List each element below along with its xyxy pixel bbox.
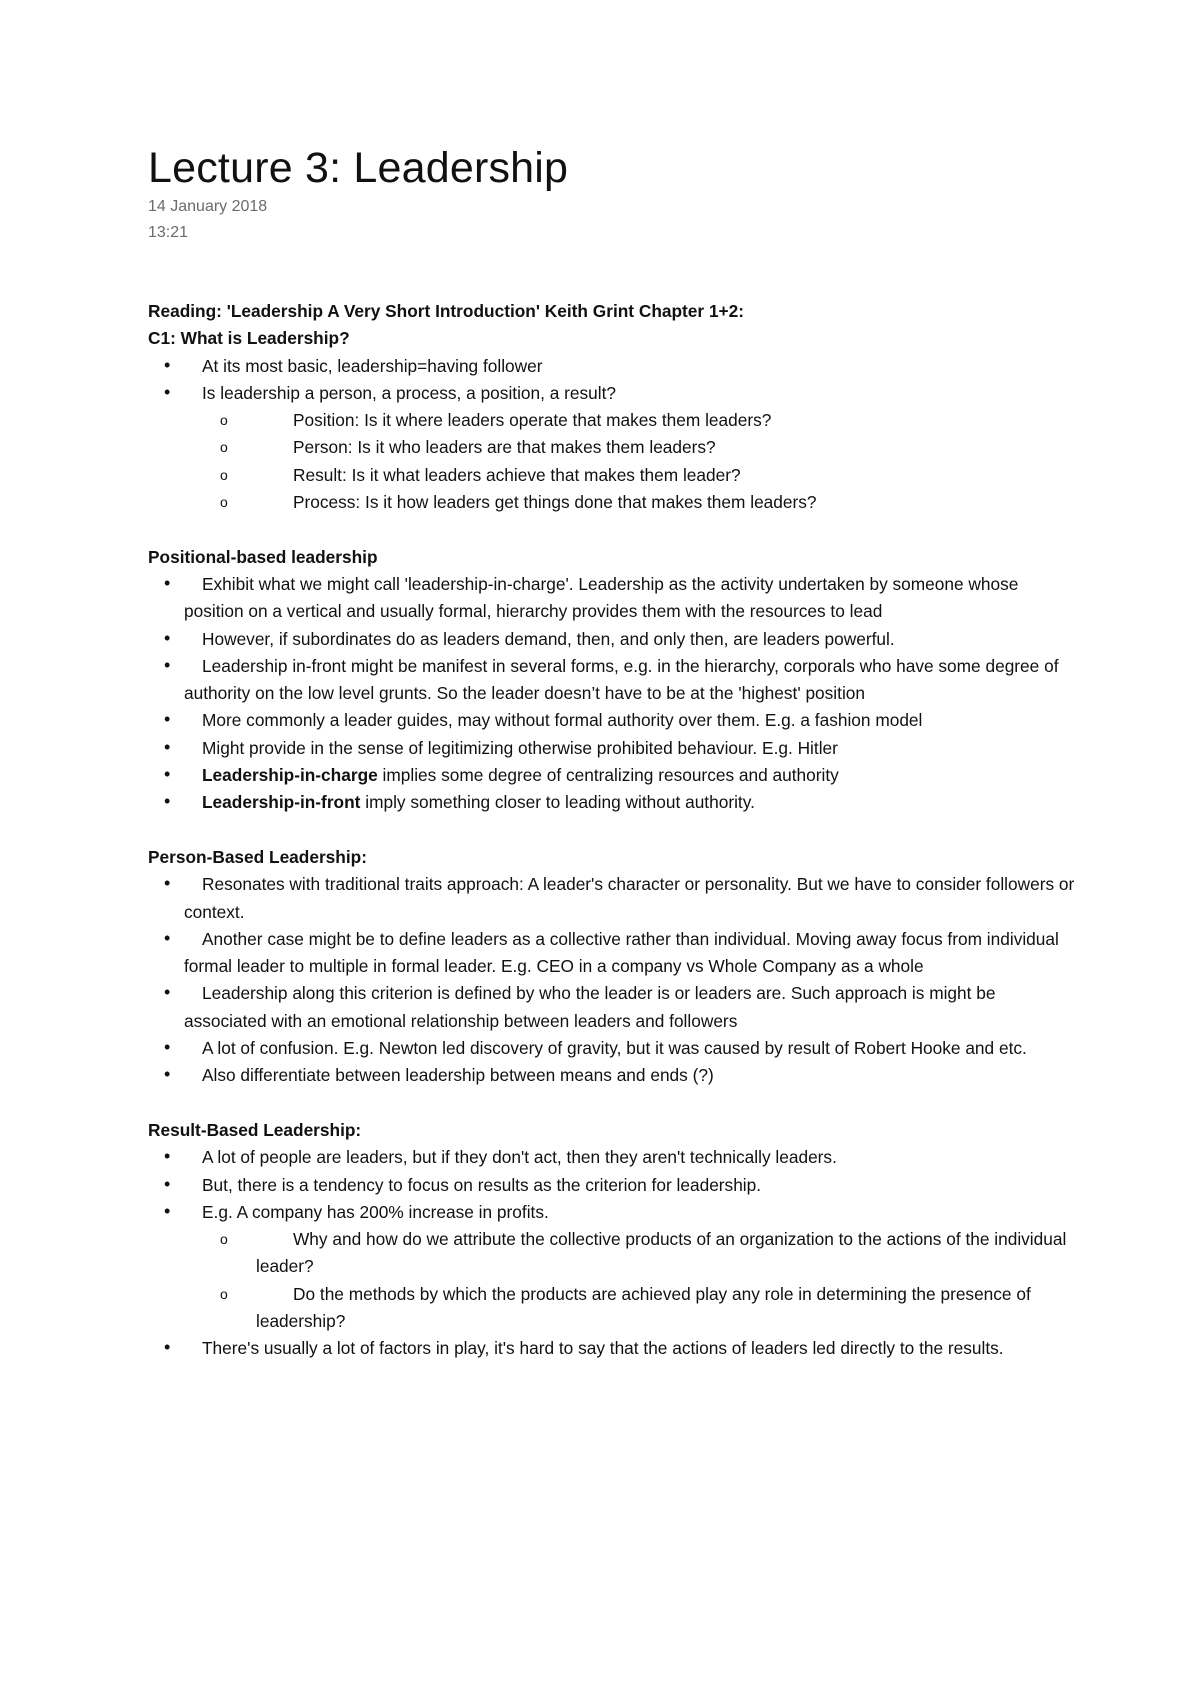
list-item: • Another case might be to define leaders as a collective rather than individual. Moving away focus from individual formal leader to multiple in formal leader. E.g. CEO in a company vs Whole Company as a whole (148, 926, 1078, 981)
bullet-icon: • (164, 354, 171, 375)
date-stamp: 14 January 2018 (148, 198, 268, 215)
sub-list-item: o Person: Is it who leaders are that makes them leaders? (148, 434, 1078, 461)
bullet-icon: • (164, 709, 171, 730)
list-item: • A lot of confusion. E.g. Newton led discovery of gravity, but it was caused by result of Robert Hooke and etc. (148, 1035, 1078, 1062)
bullet-icon: • (164, 381, 171, 402)
term-leadership-in-charge: Leadership-in-charge (202, 765, 378, 786)
bullet-icon: • (164, 1064, 171, 1085)
list-item: • Also differentiate between leadership between means and ends (?) (148, 1062, 1078, 1089)
circle-bullet-icon: o (220, 412, 228, 429)
circle-bullet-icon: o (220, 466, 228, 483)
sub-list-item: o Why and how do we attribute the collective products of an organization to the actions of the individual leader? (148, 1226, 1078, 1281)
list-item: • At its most basic, leadership=having follower (148, 353, 1078, 380)
sub-list-item: o Do the methods by which the products are achieved play any role in determining the presence of leadership? (148, 1281, 1078, 1336)
list-item: • A lot of people are leaders, but if they don't act, then they aren't technically leaders. (148, 1144, 1078, 1171)
bullet-icon: • (164, 1200, 171, 1221)
list-item: • But, there is a tendency to focus on results as the criterion for leadership. (148, 1172, 1078, 1199)
sub-list-item: o Position: Is it where leaders operate that makes them leaders? (148, 407, 1078, 434)
sub-list-item: o Process: Is it how leaders get things done that makes them leaders? (148, 489, 1078, 516)
list-item: • There's usually a lot of factors in play, it's hard to say that the actions of leaders led directly to the results. (148, 1335, 1078, 1362)
bullet-icon: • (164, 736, 171, 757)
term-leadership-in-front: Leadership-in-front (202, 792, 361, 813)
time-stamp: 13:21 (148, 224, 189, 241)
bullet-icon: • (164, 1037, 171, 1058)
bullet-icon: • (164, 873, 171, 894)
list-item: • More commonly a leader guides, may without formal authority over them. E.g. a fashion model (148, 707, 1078, 734)
sub-list-item: o Result: Is it what leaders achieve that makes them leader? (148, 462, 1078, 489)
list-item: • Leadership-in-charge implies some degree of centralizing resources and authority (148, 762, 1078, 789)
list-item: • Leadership in-front might be manifest in several forms, e.g. in the hierarchy, corporals who have some degree of authority on the low level grunts. So the leader doesn’t have to be at the 'highest' position (148, 653, 1078, 708)
bullet-icon: • (164, 1173, 171, 1194)
list-item: • Exhibit what we might call 'leadership-in-charge'. Leadership as the activity undertaken by someone whose position on a vertical and usually formal, hierarchy provides them with the resources to lead (148, 571, 1078, 626)
bullet-icon: • (164, 627, 171, 648)
reading-line: Reading: 'Leadership A Very Short Introduction' Keith Grint Chapter 1+2: (148, 301, 745, 321)
circle-bullet-icon: o (220, 1231, 228, 1248)
list-item: • Leadership-in-front imply something closer to leading without authority. (148, 789, 1078, 816)
list-item: • Is leadership a person, a process, a position, a result? (148, 380, 1078, 407)
bullet-icon: • (164, 927, 171, 948)
section-heading-c1: C1: What is Leadership? (148, 328, 350, 349)
bullet-icon: • (164, 1146, 171, 1167)
bullet-icon: • (164, 654, 171, 675)
bullet-icon: • (164, 572, 171, 593)
circle-bullet-icon: o (220, 1285, 228, 1302)
list-item: • Might provide in the sense of legitimizing otherwise prohibited behaviour. E.g. Hitler (148, 735, 1078, 762)
bullet-icon: • (164, 982, 171, 1003)
bullet-icon: • (164, 1337, 171, 1358)
list-item: • E.g. A company has 200% increase in profits. (148, 1199, 1078, 1226)
list-item: • Leadership along this criterion is defined by who the leader is or leaders are. Such approach is might be associated with an emotional relationship between leaders and followers (148, 980, 1078, 1035)
section-heading-person: Person-Based Leadership: (148, 846, 367, 867)
bullet-icon: • (164, 791, 171, 812)
page-title: Lecture 3: Leadership (148, 144, 569, 192)
circle-bullet-icon: o (220, 439, 228, 456)
section-heading-result: Result-Based Leadership: (148, 1119, 362, 1140)
list-item: • Resonates with traditional traits approach: A leader's character or personality. But we have to consider followers or context. (148, 871, 1078, 926)
list-item: • However, if subordinates do as leaders demand, then, and only then, are leaders powerful. (148, 626, 1078, 653)
note-body (148, 298, 1078, 1363)
section-heading-positional: Positional-based leadership (148, 546, 378, 567)
bullet-icon: • (164, 764, 171, 785)
circle-bullet-icon: o (220, 494, 228, 511)
